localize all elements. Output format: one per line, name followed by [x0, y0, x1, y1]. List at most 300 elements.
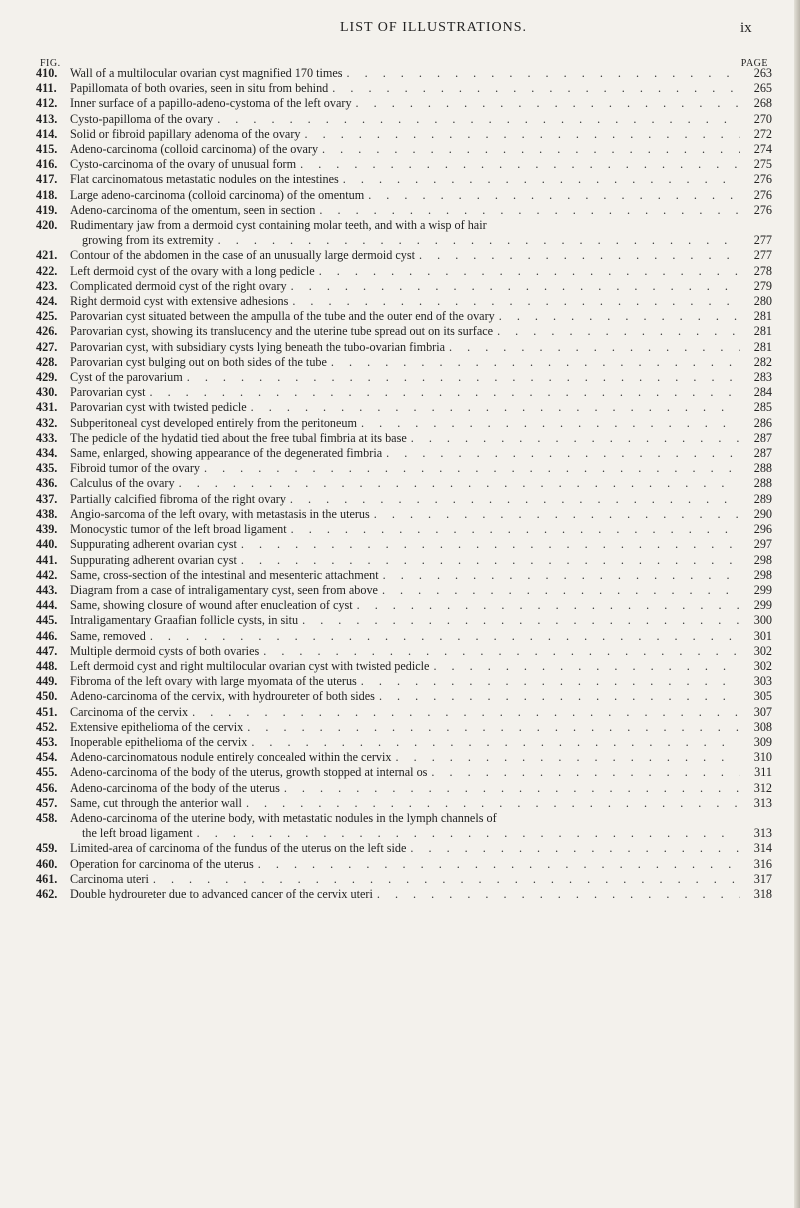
list-item: [36, 96, 772, 111]
figure-caption: Solid or fibroid papillary adenoma of the ovary: [70, 126, 301, 141]
entry-body: [70, 400, 742, 415]
list-item: [36, 112, 772, 127]
figure-number: 418.: [36, 187, 58, 202]
entry-body: [70, 324, 742, 339]
illustration-list: [36, 66, 772, 902]
page-reference: 307: [753, 704, 772, 719]
figure-caption: Same, removed: [70, 628, 146, 643]
list-item: [36, 629, 772, 644]
figure-caption: Large adeno-carcinoma (colloid carcinoma) of the omentum: [70, 187, 365, 202]
dot-leader: [290, 492, 740, 507]
list-item: [36, 431, 772, 446]
figure-caption: Parovarian cyst: [70, 385, 146, 400]
list-item: [36, 689, 772, 704]
list-item: [36, 659, 772, 674]
entry-body: [70, 264, 742, 279]
list-item: [36, 781, 772, 796]
figure-number: 448.: [36, 658, 58, 673]
entry-body: [70, 537, 742, 552]
page-reference: 303: [753, 674, 772, 689]
page-reference: 318: [753, 886, 772, 901]
entry-body: [70, 461, 742, 476]
list-item: [36, 568, 772, 583]
page-reference: 314: [753, 841, 772, 856]
figure-number: 450.: [36, 689, 58, 704]
figure-number: 455.: [36, 765, 58, 780]
page-reference: 310: [753, 750, 772, 765]
list-item: [36, 522, 772, 537]
entry-body: [70, 644, 742, 659]
entry-body: [70, 370, 742, 385]
figure-caption: Suppurating adherent ovarian cyst: [70, 537, 237, 552]
dot-leader: [247, 720, 740, 735]
list-item: [36, 887, 772, 902]
list-item: [36, 81, 772, 96]
figure-number: 422.: [36, 263, 58, 278]
figure-number: 424.: [36, 294, 58, 309]
figure-caption: Fibroma of the left ovary with large myomata of the uterus: [70, 674, 357, 689]
dot-leader: [246, 796, 740, 811]
page-reference: 276: [753, 172, 772, 187]
page-reference: 313: [753, 795, 772, 810]
entry-body: [70, 841, 742, 856]
page-reference: 282: [753, 354, 772, 369]
figure-caption: Limited-area of carcinoma of the fundus of the uterus on the left side: [70, 841, 407, 856]
entry-body: [70, 142, 742, 157]
page-number: ix: [740, 20, 752, 36]
figure-number: 447.: [36, 643, 58, 658]
list-item: [36, 264, 772, 279]
list-item: [36, 705, 772, 720]
figure-caption: Parovarian cyst situated between the ampulla of the tube and the outer end of the ovary: [70, 309, 495, 324]
dot-leader: [197, 826, 740, 841]
dot-leader: [396, 750, 741, 765]
page-edge: [794, 0, 800, 1208]
entry-body: [70, 583, 742, 598]
page-reference: 276: [753, 202, 772, 217]
page-reference: 285: [753, 400, 772, 415]
figure-caption: Adeno-carcinoma of the omentum, seen in section: [70, 202, 316, 217]
dot-leader: [331, 355, 740, 370]
figure-caption: Carcinoma uteri: [70, 871, 149, 886]
figure-caption: Operation for carcinoma of the uterus: [70, 856, 254, 871]
figure-number: 410.: [36, 66, 58, 80]
figure-number: 459.: [36, 841, 58, 856]
figure-number: 457.: [36, 795, 58, 810]
page-reference: 298: [753, 567, 772, 582]
page-column-heading: PAGE: [740, 58, 768, 69]
dot-leader: [374, 507, 740, 522]
page-reference: 281: [753, 324, 772, 339]
list-item: [36, 324, 772, 339]
list-item: [36, 416, 772, 431]
figure-caption: Angio-sarcoma of the left ovary, with metastasis in the uterus: [70, 506, 370, 521]
entry-body: [70, 294, 742, 309]
entry-body: [70, 689, 742, 704]
dot-leader: [382, 583, 740, 598]
entry-body: [70, 887, 742, 902]
entry-body: [70, 340, 742, 355]
page-reference: 286: [753, 415, 772, 430]
entry-body: [70, 81, 742, 96]
list-item: [36, 127, 772, 142]
figure-caption: Fibroid tumor of the ovary: [70, 461, 200, 476]
list-item: [36, 765, 772, 780]
list-item: [36, 66, 772, 81]
page-reference: 300: [753, 613, 772, 628]
dot-leader: [300, 157, 740, 172]
entry-body: [70, 188, 742, 203]
page-reference: 275: [753, 157, 772, 172]
entry-body: [70, 157, 742, 172]
list-item: [36, 355, 772, 370]
page-reference: 288: [753, 461, 772, 476]
list-item: [36, 203, 772, 218]
list-item: [36, 872, 772, 887]
dot-leader: [284, 781, 740, 796]
figure-caption: Same, showing closure of wound after enucleation of cyst: [70, 598, 353, 613]
figure-number: 426.: [36, 324, 58, 339]
figure-number: 430.: [36, 385, 58, 400]
list-item: [36, 613, 772, 628]
figure-number: 462.: [36, 886, 58, 901]
list-item: [36, 553, 772, 568]
dot-leader: [251, 735, 740, 750]
dot-leader: [449, 340, 740, 355]
figure-caption: Double hydroureter due to advanced cancer of the cervix uteri: [70, 886, 373, 901]
entry-body: [70, 781, 742, 796]
entry-body: [70, 355, 742, 370]
figure-number: 432.: [36, 415, 58, 430]
figure-number: 420.: [36, 218, 58, 233]
page-reference: 305: [753, 689, 772, 704]
page-reference: 279: [753, 278, 772, 293]
dot-leader: [291, 279, 740, 294]
figure-number: 445.: [36, 613, 58, 628]
page-reference: 301: [753, 628, 772, 643]
figure-number: 431.: [36, 400, 58, 415]
figure-caption: Carcinoma of the cervix: [70, 704, 189, 719]
entry-body: [70, 568, 742, 583]
figure-number: 413.: [36, 111, 58, 126]
figure-caption: Suppurating adherent ovarian cyst: [70, 552, 237, 567]
figure-caption-continued: the left broad ligament: [82, 826, 193, 841]
dot-leader: [258, 857, 740, 872]
figure-caption: Inoperable epithelioma of the cervix: [70, 734, 248, 749]
figure-caption: Subperitoneal cyst developed entirely from the peritoneum: [70, 415, 357, 430]
figure-caption: Rudimentary jaw from a dermoid cyst containing molar teeth, and with a wisp of hair: [70, 218, 487, 233]
entry-body: [70, 553, 742, 568]
entry-body: [70, 66, 742, 81]
caption-continuation-line: [36, 826, 772, 841]
entry-body: [70, 248, 742, 263]
figure-caption: Adeno-carcinoma of the body of the uterus, growth stopped at internal os: [70, 765, 428, 780]
list-item: [36, 720, 772, 735]
figure-number: 440.: [36, 537, 58, 552]
figure-caption: Parovarian cyst bulging out on both sides of the tube: [70, 354, 327, 369]
page-reference: 280: [753, 294, 772, 309]
list-item: [36, 583, 772, 598]
figure-number: 438.: [36, 506, 58, 521]
figure-caption: Cysto-carcinoma of the ovary of unusual form: [70, 157, 297, 172]
dot-leader: [204, 461, 740, 476]
dot-leader: [386, 446, 740, 461]
figure-number: 423.: [36, 278, 58, 293]
figure-number: 460.: [36, 856, 58, 871]
page-reference: 288: [753, 476, 772, 491]
figure-caption: The pedicle of the hydatid tied about the free tubal fimbria at its base: [70, 430, 407, 445]
figure-caption: Cysto-papilloma of the ovary: [70, 111, 214, 126]
entry-body: [70, 279, 742, 294]
list-item: [36, 857, 772, 872]
page-reference: 290: [753, 506, 772, 521]
figure-caption: Adeno-carcinoma of the body of the uterus: [70, 780, 280, 795]
list-item: [36, 811, 772, 841]
page-reference: 277: [753, 248, 772, 263]
entry-body: [70, 674, 742, 689]
figure-number: 411.: [36, 81, 57, 96]
figure-caption: Right dermoid cyst with extensive adhesions: [70, 294, 289, 309]
dot-leader: [347, 66, 741, 81]
page-reference: 274: [753, 142, 772, 157]
page-reference: 277: [753, 233, 772, 248]
dot-leader: [305, 127, 741, 142]
list-item: [36, 370, 772, 385]
entry-body: [70, 750, 742, 765]
page-reference: 276: [753, 187, 772, 202]
figure-caption: Intraligamentary Graafian follicle cysts, in situ: [70, 613, 299, 628]
figure-number: 421.: [36, 248, 58, 263]
entry-body: [70, 203, 742, 218]
page-reference: 283: [753, 370, 772, 385]
dot-leader: [192, 705, 740, 720]
page-reference: 311: [754, 765, 772, 780]
figure-caption: Multiple dermoid cysts of both ovaries: [70, 643, 260, 658]
entry-body: [70, 172, 742, 187]
entry-body: [70, 385, 742, 400]
figure-caption: Flat carcinomatous metastatic nodules on the intestines: [70, 172, 339, 187]
dot-leader: [292, 294, 740, 309]
page-reference: 299: [753, 598, 772, 613]
figure-caption: Left dermoid cyst of the ovary with a long pedicle: [70, 263, 315, 278]
page-reference: 278: [753, 263, 772, 278]
page-reference: 298: [753, 552, 772, 567]
page-reference: 270: [753, 111, 772, 126]
page-reference: 308: [753, 719, 772, 734]
entry-body: [70, 659, 742, 674]
figure-caption: Monocystic tumor of the left broad ligament: [70, 522, 287, 537]
list-item: [36, 294, 772, 309]
list-item: [36, 735, 772, 750]
list-item: [36, 340, 772, 355]
entry-body: [70, 127, 742, 142]
dot-leader: [319, 203, 740, 218]
figure-caption: Same, cross-section of the intestinal and mesenteric attachment: [70, 567, 379, 582]
dot-leader: [368, 188, 740, 203]
dot-leader: [433, 659, 740, 674]
list-item: [36, 537, 772, 552]
figure-caption: Wall of a multilocular ovarian cyst magnified 170 times: [70, 66, 343, 80]
figure-caption: Inner surface of a papillo-adeno-cystoma of the left ovary: [70, 96, 352, 111]
page-reference: 284: [753, 385, 772, 400]
list-item: [36, 142, 772, 157]
dot-leader: [150, 629, 740, 644]
figure-number: 446.: [36, 628, 58, 643]
page-reference: 302: [753, 643, 772, 658]
entry-body: [70, 629, 742, 644]
figure-number: 461.: [36, 871, 58, 886]
figure-caption: Papillomata of both ovaries, seen in situ from behind: [70, 81, 329, 96]
dot-leader: [179, 476, 740, 491]
figure-number: 415.: [36, 142, 58, 157]
list-item: [36, 172, 772, 187]
page-title: LIST OF ILLUSTRATIONS.: [340, 20, 528, 35]
figure-number: 412.: [36, 96, 58, 111]
page-reference: 263: [753, 66, 772, 80]
dot-leader: [379, 689, 740, 704]
page-reference: 281: [753, 339, 772, 354]
list-item: [36, 644, 772, 659]
page-reference: 309: [753, 734, 772, 749]
dot-leader: [217, 112, 740, 127]
figure-caption: Contour of the abdomen in the case of an unusually large dermoid cyst: [70, 248, 415, 263]
list-item: [36, 446, 772, 461]
running-header: [0, 20, 800, 44]
figure-number: 437.: [36, 491, 58, 506]
entry-body: [70, 431, 742, 446]
figure-caption: Parovarian cyst with twisted pedicle: [70, 400, 247, 415]
page-reference: 289: [753, 491, 772, 506]
page-reference: 302: [753, 658, 772, 673]
dot-leader: [410, 841, 740, 856]
list-item: [36, 157, 772, 172]
figure-number: 443.: [36, 582, 58, 597]
dot-leader: [361, 674, 740, 689]
page-reference: 299: [753, 582, 772, 597]
page-reference: 312: [753, 780, 772, 795]
list-item: [36, 841, 772, 856]
entry-body: [70, 705, 742, 720]
figure-number: 434.: [36, 446, 58, 461]
dot-leader: [218, 233, 740, 248]
list-item: [36, 309, 772, 324]
page-reference: 297: [753, 537, 772, 552]
figure-number: 451.: [36, 704, 58, 719]
figure-caption: Calculus of the ovary: [70, 476, 175, 491]
figure-caption: Left dermoid cyst and right multilocular ovarian cyst with twisted pedicle: [70, 658, 430, 673]
dot-leader: [322, 142, 740, 157]
entry-body: [70, 309, 742, 324]
entry-body: [70, 613, 742, 628]
dot-leader: [419, 248, 740, 263]
figure-number: 452.: [36, 719, 58, 734]
entry-body: [70, 446, 742, 461]
page-reference: 265: [753, 81, 772, 96]
dot-leader: [431, 765, 740, 780]
figure-caption: Adeno-carcinoma (colloid carcinoma) of the ovary: [70, 142, 319, 157]
list-item: [36, 279, 772, 294]
figure-caption: Diagram from a case of intraligamentary cyst, seen from above: [70, 582, 378, 597]
dot-leader: [497, 324, 740, 339]
figure-caption: Same, cut through the anterior wall: [70, 795, 242, 810]
figure-caption: Adeno-carcinomatous nodule entirely concealed within the cervix: [70, 750, 392, 765]
figure-number: 444.: [36, 598, 58, 613]
list-item: [36, 598, 772, 613]
dot-leader: [149, 385, 740, 400]
dot-leader: [332, 81, 740, 96]
figure-number: 442.: [36, 567, 58, 582]
figure-caption: Complicated dermoid cyst of the right ovary: [70, 278, 287, 293]
entry-body: [70, 872, 742, 887]
list-item: [36, 750, 772, 765]
page-reference: 316: [753, 856, 772, 871]
entry-body: [70, 796, 742, 811]
figure-number: 427.: [36, 339, 58, 354]
figure-number: 419.: [36, 202, 58, 217]
figure-caption: Partially calcified fibroma of the right ovary: [70, 491, 286, 506]
figure-number: 435.: [36, 461, 58, 476]
figure-number: 436.: [36, 476, 58, 491]
figure-number: 428.: [36, 354, 58, 369]
entry-body: [70, 96, 742, 111]
list-item: [36, 218, 772, 248]
figure-number: 417.: [36, 172, 58, 187]
dot-leader: [187, 370, 740, 385]
page-reference: 268: [753, 96, 772, 111]
entry-body: [70, 720, 742, 735]
list-item: [36, 674, 772, 689]
entry-body: [70, 857, 742, 872]
figure-number: 433.: [36, 430, 58, 445]
entry-body: [70, 492, 742, 507]
figure-number: 414.: [36, 126, 58, 141]
dot-leader: [263, 644, 740, 659]
dot-leader: [302, 613, 740, 628]
dot-leader: [153, 872, 740, 887]
dot-leader: [291, 522, 740, 537]
dot-leader: [251, 400, 740, 415]
figure-caption-continued: growing from its extremity: [82, 233, 214, 248]
figure-number: 429.: [36, 370, 58, 385]
dot-leader: [411, 431, 740, 446]
list-item: [36, 188, 772, 203]
page-reference: 281: [753, 309, 772, 324]
figure-caption: Extensive epithelioma of the cervix: [70, 719, 244, 734]
list-item: [36, 492, 772, 507]
entry-body: [70, 112, 742, 127]
figure-number: 454.: [36, 750, 58, 765]
page-reference: 287: [753, 430, 772, 445]
entry-body: [70, 765, 742, 780]
dot-leader: [319, 264, 740, 279]
page-reference: 313: [753, 826, 772, 841]
figure-number: 416.: [36, 157, 58, 172]
dot-leader: [241, 537, 740, 552]
dot-leader: [357, 598, 740, 613]
entry-body: [70, 598, 742, 613]
entry-body: [70, 735, 742, 750]
entry-body: [70, 416, 742, 431]
dot-leader: [361, 416, 740, 431]
figure-caption: Same, enlarged, showing appearance of the degenerated fimbria: [70, 446, 383, 461]
list-item: [36, 796, 772, 811]
figure-caption: Cyst of the parovarium: [70, 370, 183, 385]
figure-number: 439.: [36, 522, 58, 537]
list-item: [36, 507, 772, 522]
page-reference: 317: [753, 871, 772, 886]
page-reference: 287: [753, 446, 772, 461]
figure-number: 456.: [36, 780, 58, 795]
